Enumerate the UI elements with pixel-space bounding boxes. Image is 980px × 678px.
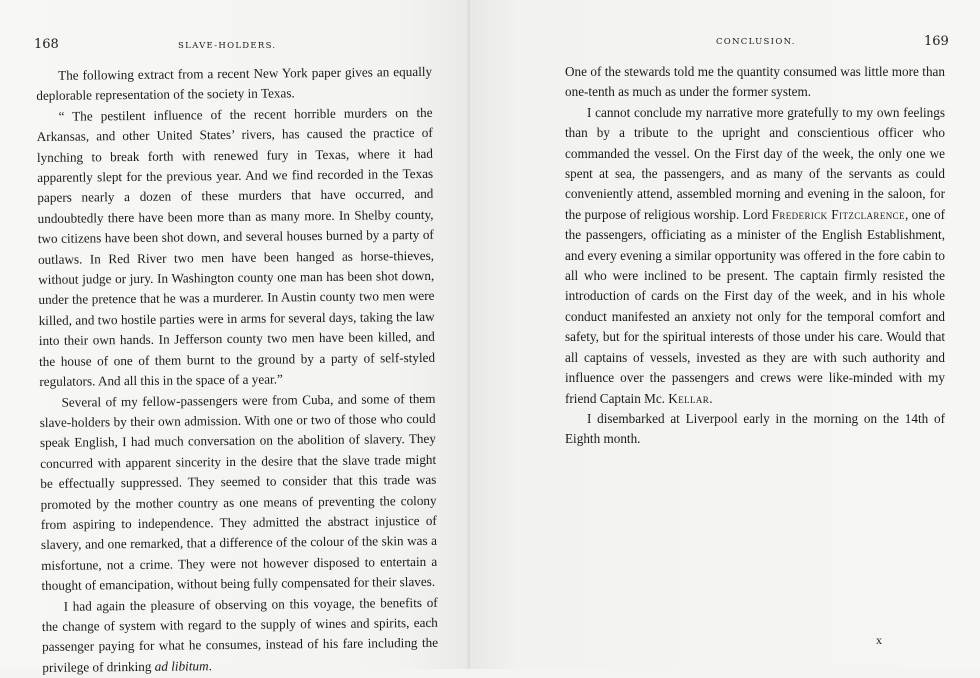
left-paragraph-4-end: .	[208, 657, 212, 674]
right-page	[470, 0, 980, 669]
name-kellar: Kellar	[668, 390, 710, 406]
name-frederick-fitzclarence: Frederick Fitzclarence	[771, 206, 905, 222]
right-paragraph-2-text-a: I cannot conclude my narrative more gratefully to my own feelings than by a tribute to the upright and conscientious officer who commanded the vessel. On the First day of the week, the only one we spent at sea, the passengers, and as many of the servants as could conveniently attend, assembled morning and evening in the saloon, for the purpose of religious worship. Lord	[565, 104, 945, 222]
left-paragraph-2-newspaper-quote: “ The pestilent influence of the recent horrible murders on the Arkansas, and other United States’ rivers, has caused the practice of lynching to break forth with renewed fury in Texas, where it had apparently slept for the previous year. And we find recorded in the Texas papers nearly a dozen of these murders that have occurred, and undoubtedly there have been more than as many more. In Shelby county, two citizens have been shot down, and several houses burned by a party of outlaws. In Red River two men have been hanged as horse-thieves, without judge or jury. In Washington county one man has been shot down, under the pretence that he was a murderer. In Austin county two men were killed, and two hostile parties were in arms for several days, taking the law into their own hands. In Jefferson county two men have been killed, and the house of one of them burnt to the ground by a party of self-styled regulators. And all this in the space of a year.”	[36, 104, 436, 390]
right-paragraph-1: One of the stewards told me the quantity consumed was little more than one-tenth as much as under the former system.	[565, 64, 945, 100]
right-running-title: CONCLUSION.	[716, 37, 796, 47]
left-paragraph-4	[42, 592, 439, 678]
left-paragraph-3: Several of my fellow-passengers were from Cuba, and some of them slave-holders by their own admission. With one or two of those who could speak English, I had much conversation on the abolition of slavery. They concurred with apparent sincerity in the desire that the slave trade might be effectually suppressed. They seemed to consider that this trade was promoted by the mother country as one means of preventing the colony from aspiring to independence. They admitted the abstract injustice of slavery, and one remarked, that a difference of the colour of the skin was a misfortune, not a crime. They were not however disposed to entertain a thought of emancipation, without being fully compensated for their slaves.	[39, 390, 438, 594]
right-paragraph-3: I disembarked at Liverpool early in the morning on the 14th of Eighth month.	[565, 410, 945, 447]
left-page	[0, 0, 470, 675]
left-running-title: SLAVE-HOLDERS.	[178, 41, 277, 51]
right-paragraph-2	[565, 103, 945, 409]
right-page-number: 169	[924, 34, 949, 49]
right-page-body	[565, 62, 945, 450]
right-paragraph-2-end: .	[709, 390, 713, 406]
left-page-number: 168	[34, 37, 59, 52]
left-page-body	[36, 62, 438, 678]
left-paragraph-4-text: I had again the pleasure of observing on this voyage, the benefits of the change of system with regard to the supply of wines and spirits, each passenger paying for what he consumes, instead of his fare including the privilege of drinking	[41, 594, 439, 675]
right-paragraph-2-text-b: , one of the passengers, officiating as a minister of the English Establishment, and every evening a similar opportunity was offered in the fore cabin to all who were inclined to be present. The captain firmly resisted the introduction of cards on the First day of the week, and in his whole conduct manifested an anxiety not only for the temporal comfort and safety, but for the spiritual interests of those under his care. Would that all captains of vessels, invested as they are with such authority and influence over the passengers and crews were like-minded with my friend Captain Mc.	[565, 206, 945, 406]
left-paragraph-1: The following extract from a recent New York paper gives an equally deplorable representation of the society in Texas.	[36, 63, 433, 104]
ad-libitum-italic: ad libitum	[154, 658, 209, 674]
signature-mark: x	[876, 633, 882, 647]
